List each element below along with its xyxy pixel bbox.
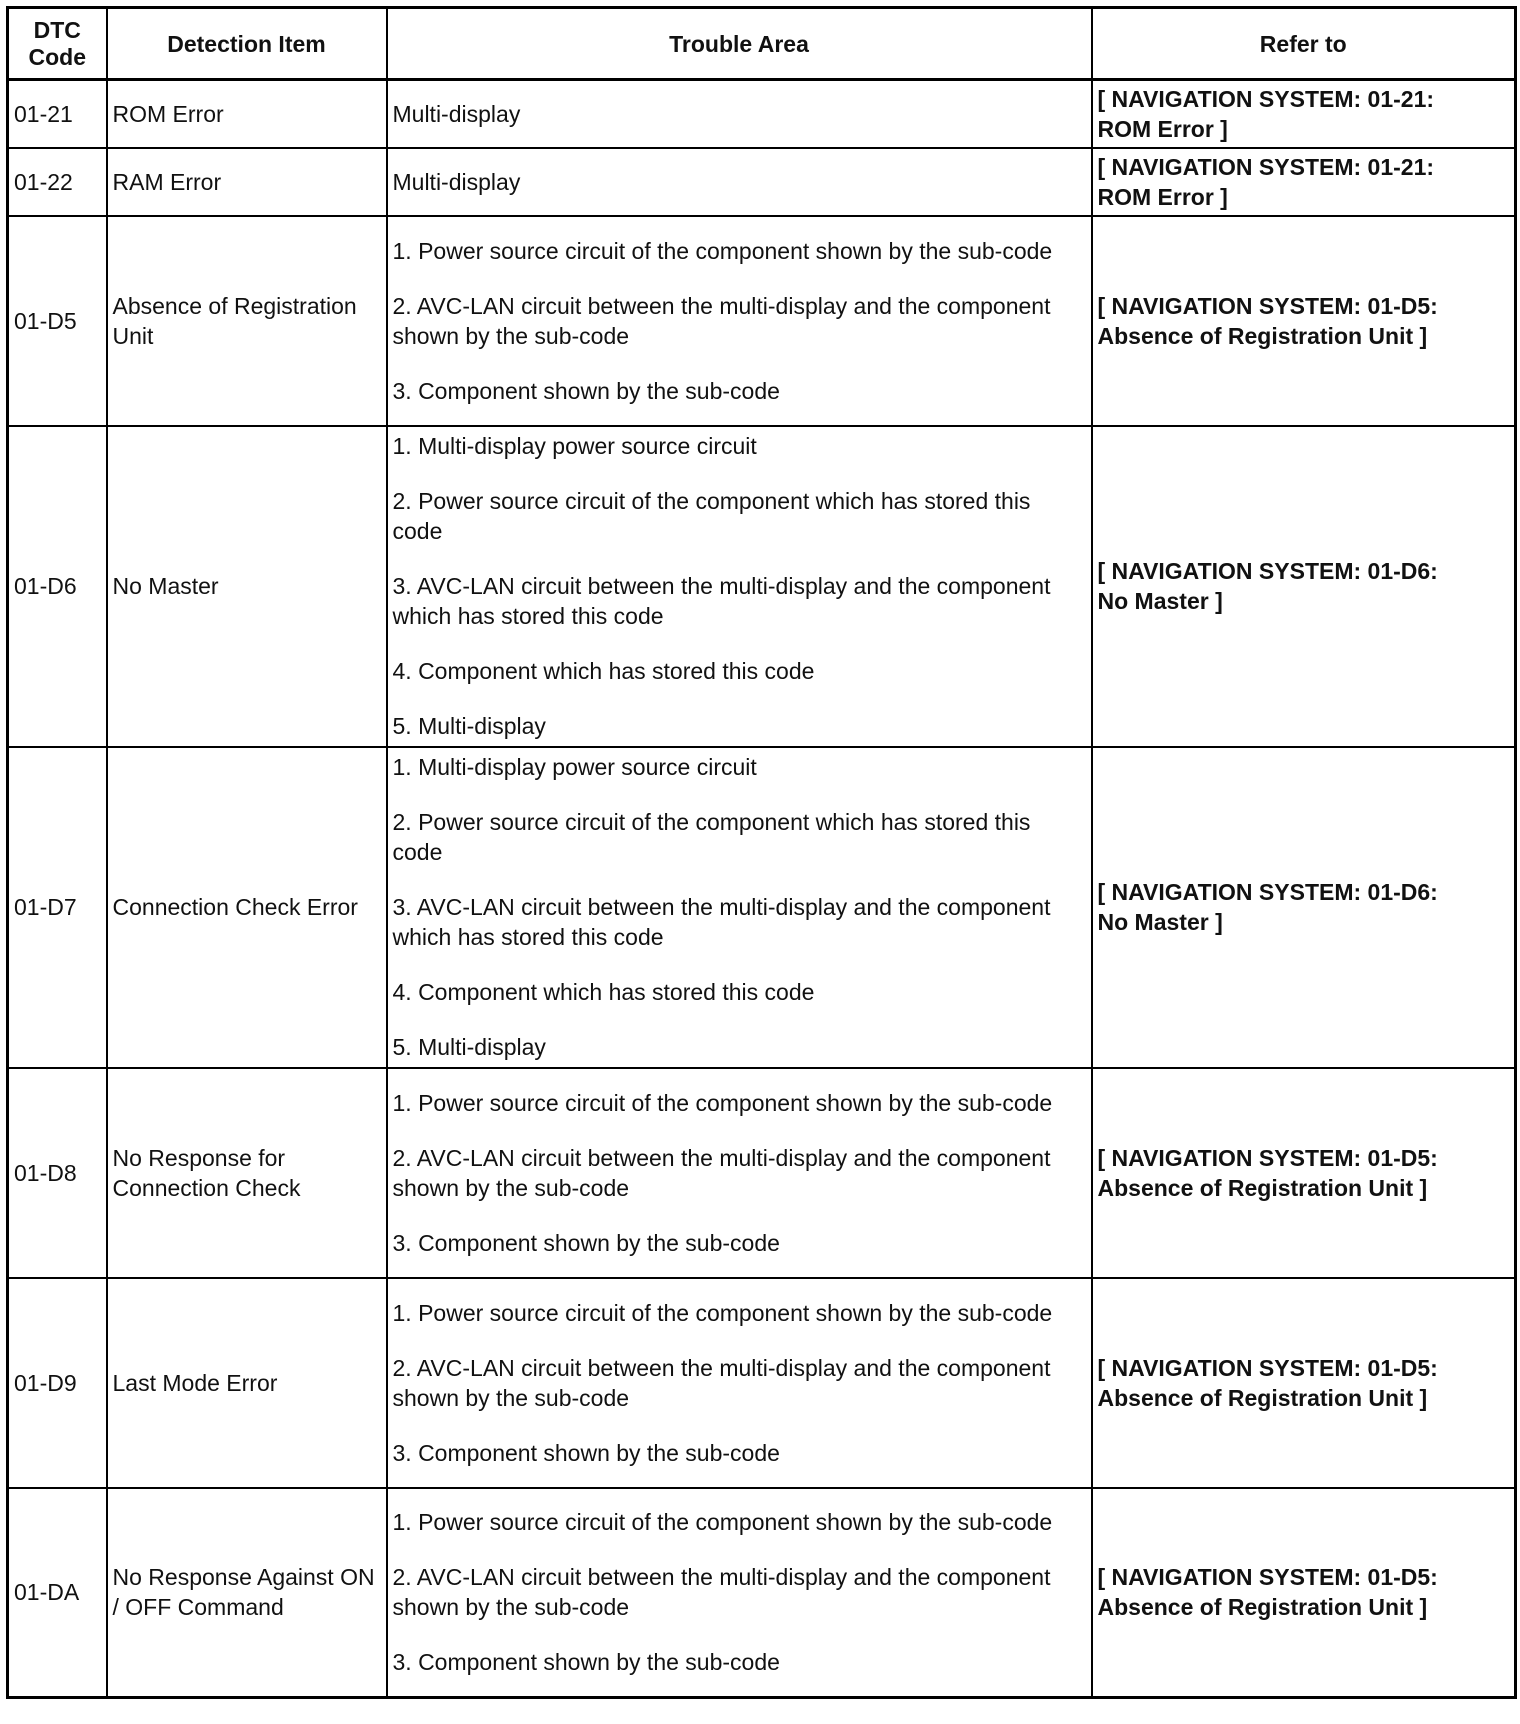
table-row bbox=[8, 148, 1516, 216]
detection-item-cell: No Response Against ON / OFF Command bbox=[107, 1488, 387, 1698]
trouble-area-line: 1. Multi-display power source circuit bbox=[392, 754, 757, 780]
trouble-area-line: 5. Multi-display bbox=[392, 713, 546, 739]
refer-to-line1[interactable]: [ NAVIGATION SYSTEM: 01-D6: bbox=[1097, 558, 1438, 584]
refer-to-cell[interactable] bbox=[1092, 1488, 1516, 1698]
table-row bbox=[8, 216, 1516, 426]
table-body bbox=[8, 80, 1516, 1698]
header-dtc-code bbox=[8, 8, 107, 80]
trouble-area-cell bbox=[387, 148, 1092, 216]
detection-item-cell: Last Mode Error bbox=[107, 1278, 387, 1488]
refer-to-cell[interactable] bbox=[1092, 747, 1516, 1068]
dtc-code-cell: 01-D6 bbox=[8, 426, 107, 747]
trouble-area-line: 1. Power source circuit of the component shown by the sub-code bbox=[392, 237, 1053, 264]
trouble-area-line: 3. Component shown by the sub-code bbox=[392, 1229, 780, 1256]
refer-to-line2[interactable]: Absence of Registration Unit ] bbox=[1097, 1384, 1428, 1411]
dtc-code-cell: 01-22 bbox=[8, 148, 107, 216]
trouble-area-line: Multi-display bbox=[392, 168, 521, 195]
refer-to-line2[interactable]: Absence of Registration Unit ] bbox=[1097, 322, 1428, 349]
header-dtc-code-line1: DTC bbox=[33, 16, 81, 43]
trouble-area-cell bbox=[387, 1068, 1092, 1278]
detection-item-cell: ROM Error bbox=[107, 80, 387, 148]
refer-to-cell[interactable] bbox=[1092, 80, 1516, 148]
trouble-area-cell bbox=[387, 747, 1092, 1068]
trouble-area-line: 1. Multi-display power source circuit bbox=[392, 433, 757, 459]
trouble-area-line: 1. Power source circuit of the component shown by the sub-code bbox=[392, 1509, 1053, 1536]
table-row bbox=[8, 1488, 1516, 1698]
trouble-area-line: 1. Power source circuit of the component shown by the sub-code bbox=[392, 1089, 1053, 1116]
trouble-area-line: 4. Component which has stored this code bbox=[392, 658, 815, 684]
table-row bbox=[8, 1068, 1516, 1278]
refer-to-cell[interactable] bbox=[1092, 1068, 1516, 1278]
trouble-area-line: Multi-display bbox=[392, 100, 521, 127]
table-row bbox=[8, 426, 1516, 747]
dtc-table bbox=[6, 6, 1517, 1699]
refer-to-line1[interactable]: [ NAVIGATION SYSTEM: 01-D5: bbox=[1097, 1144, 1438, 1171]
trouble-area-line: 2. AVC-LAN circuit between the multi-display and the component shown by the sub-code bbox=[392, 1564, 1051, 1621]
table-row bbox=[8, 747, 1516, 1068]
refer-to-line2[interactable]: Absence of Registration Unit ] bbox=[1097, 1594, 1428, 1621]
trouble-area-cell bbox=[387, 1278, 1092, 1488]
dtc-table-container bbox=[6, 6, 1517, 1699]
refer-to-line1[interactable]: [ NAVIGATION SYSTEM: 01-D5: bbox=[1097, 1354, 1438, 1381]
refer-to-line1[interactable]: [ NAVIGATION SYSTEM: 01-D6: bbox=[1097, 879, 1438, 905]
trouble-area-line: 3. Component shown by the sub-code bbox=[392, 1439, 780, 1466]
trouble-area-line: 3. Component shown by the sub-code bbox=[392, 1649, 780, 1676]
refer-to-line2[interactable]: No Master ] bbox=[1097, 588, 1223, 614]
trouble-area-line: 3. AVC-LAN circuit between the multi-display and the component which has stored this code bbox=[392, 894, 1051, 950]
trouble-area-cell bbox=[387, 1488, 1092, 1698]
refer-to-cell[interactable] bbox=[1092, 1278, 1516, 1488]
trouble-area-cell bbox=[387, 426, 1092, 747]
header-dtc-code-line2: Code bbox=[28, 43, 86, 70]
refer-to-line2[interactable]: ROM Error ] bbox=[1097, 115, 1228, 142]
trouble-area-line: 3. AVC-LAN circuit between the multi-display and the component which has stored this code bbox=[392, 573, 1051, 629]
refer-to-line2[interactable]: Absence of Registration Unit ] bbox=[1097, 1174, 1428, 1201]
refer-to-cell[interactable] bbox=[1092, 216, 1516, 426]
dtc-code-cell: 01-D5 bbox=[8, 216, 107, 426]
trouble-area-line: 3. Component shown by the sub-code bbox=[392, 377, 780, 404]
refer-to-cell[interactable] bbox=[1092, 148, 1516, 216]
refer-to-line1[interactable]: [ NAVIGATION SYSTEM: 01-D5: bbox=[1097, 1564, 1438, 1591]
refer-to-line1[interactable]: [ NAVIGATION SYSTEM: 01-21: bbox=[1097, 153, 1435, 180]
dtc-code-cell: 01-D8 bbox=[8, 1068, 107, 1278]
table-row bbox=[8, 1278, 1516, 1488]
refer-to-line2[interactable]: ROM Error ] bbox=[1097, 183, 1228, 210]
header-detection-item: Detection Item bbox=[107, 8, 387, 80]
trouble-area-line: 2. AVC-LAN circuit between the multi-display and the component shown by the sub-code bbox=[392, 1354, 1051, 1411]
dtc-code-cell: 01-D7 bbox=[8, 747, 107, 1068]
trouble-area-line: 2. Power source circuit of the component which has stored this code bbox=[392, 809, 1031, 865]
detection-item-cell: No Response for Connection Check bbox=[107, 1068, 387, 1278]
refer-to-line1[interactable]: [ NAVIGATION SYSTEM: 01-21: bbox=[1097, 85, 1435, 112]
header-row bbox=[8, 8, 1516, 80]
header-trouble-area: Trouble Area bbox=[387, 8, 1092, 80]
dtc-code-cell: 01-21 bbox=[8, 80, 107, 148]
header-refer-to: Refer to bbox=[1092, 8, 1516, 80]
trouble-area-line: 2. AVC-LAN circuit between the multi-display and the component shown by the sub-code bbox=[392, 1144, 1051, 1201]
dtc-code-cell: 01-DA bbox=[8, 1488, 107, 1698]
trouble-area-line: 4. Component which has stored this code bbox=[392, 979, 815, 1005]
trouble-area-line: 1. Power source circuit of the component shown by the sub-code bbox=[392, 1299, 1053, 1326]
detection-item-cell: No Master bbox=[107, 426, 387, 747]
detection-item-cell: Connection Check Error bbox=[107, 747, 387, 1068]
trouble-area-line: 2. AVC-LAN circuit between the multi-display and the component shown by the sub-code bbox=[392, 292, 1051, 349]
detection-item-cell: RAM Error bbox=[107, 148, 387, 216]
trouble-area-cell bbox=[387, 80, 1092, 148]
trouble-area-cell bbox=[387, 216, 1092, 426]
refer-to-line2[interactable]: No Master ] bbox=[1097, 909, 1223, 935]
dtc-code-cell: 01-D9 bbox=[8, 1278, 107, 1488]
refer-to-cell[interactable] bbox=[1092, 426, 1516, 747]
trouble-area-line: 5. Multi-display bbox=[392, 1034, 546, 1060]
refer-to-line1[interactable]: [ NAVIGATION SYSTEM: 01-D5: bbox=[1097, 292, 1438, 319]
table-row bbox=[8, 80, 1516, 148]
trouble-area-line: 2. Power source circuit of the component which has stored this code bbox=[392, 488, 1031, 544]
detection-item-cell: Absence of Registration Unit bbox=[107, 216, 387, 426]
